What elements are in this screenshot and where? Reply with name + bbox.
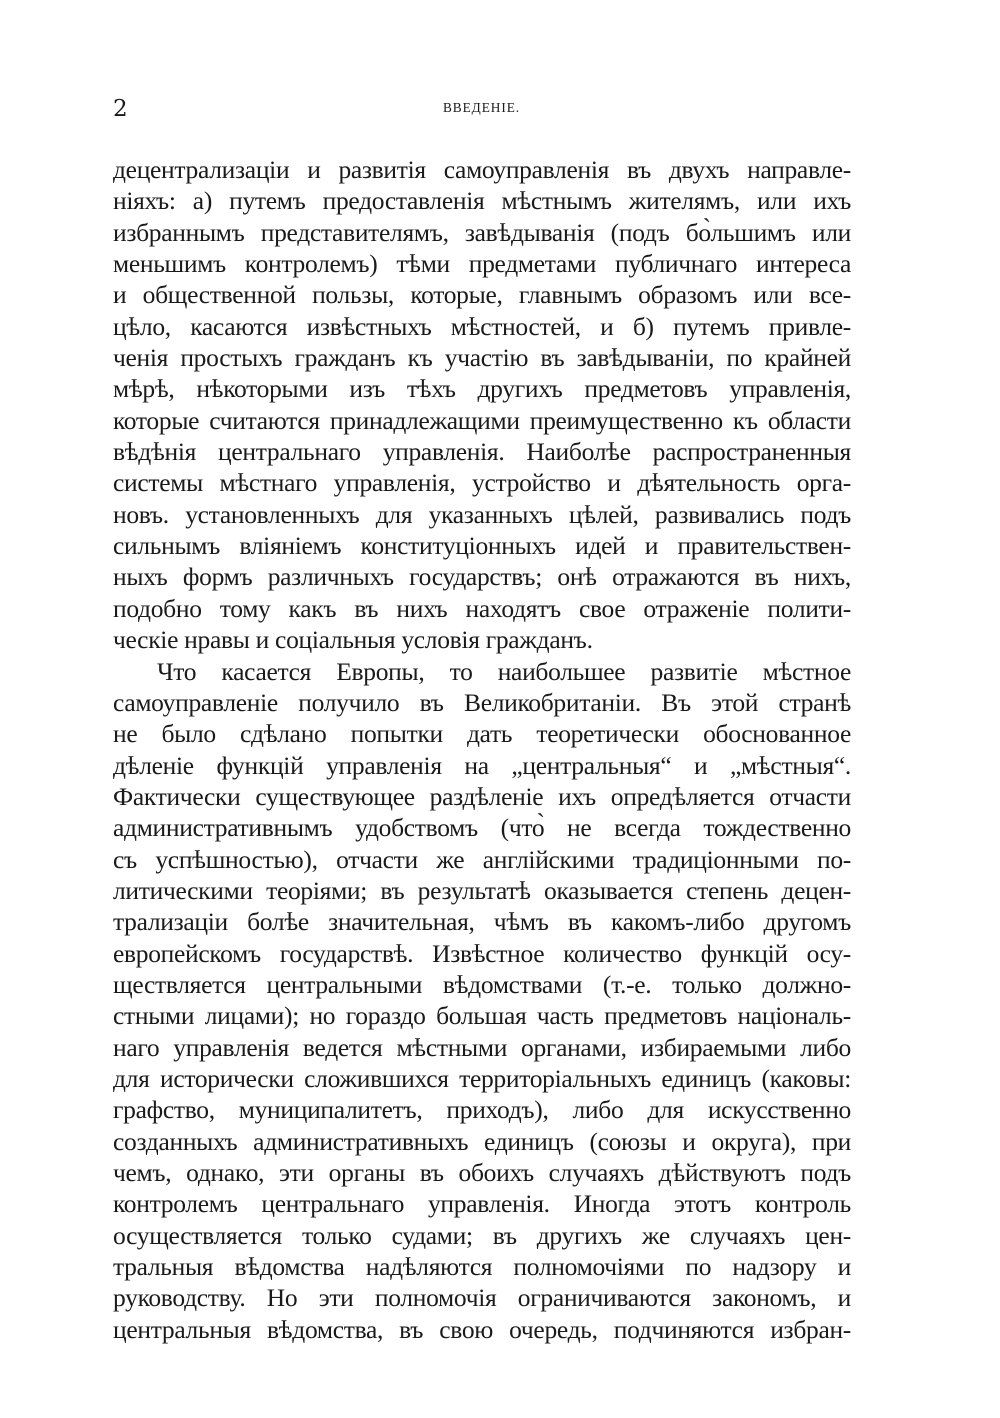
text-line: сильнымъ вліяніемъ конституціонныхъ идей и правительствен- bbox=[113, 531, 851, 561]
text-line: для исторически сложившихся территоріальныхъ единицъ (каковы: bbox=[113, 1063, 851, 1093]
text-line: графство, муниципалитетъ, приходъ), либо для искусственно bbox=[113, 1095, 851, 1125]
text-line: административнымъ удобствомъ (что̀ не всегда тождественно bbox=[113, 813, 851, 843]
text-line: наго управленія ведется мѣстными органами, избираемыми либо bbox=[113, 1032, 851, 1062]
text-line: центральныя вѣдомства, въ свою очередь, подчиняются избран- bbox=[113, 1314, 851, 1344]
text-line: новъ. установленныхъ для указанныхъ цѣлей, развивались подъ bbox=[113, 499, 851, 529]
text-line: стными лицами); но гораздо большая часть предметовъ національ- bbox=[113, 1001, 851, 1031]
text-line: избраннымъ представителямъ, завѣдыванія (подъ бо̀льшимъ или bbox=[113, 217, 851, 247]
text-line: не было сдѣлано попытки дать теоретически обоснованное bbox=[113, 719, 851, 749]
text-line: самоуправленіе получило въ Великобританіи. Въ этой странѣ bbox=[113, 687, 851, 717]
text-line: съ успѣшностью), отчасти же англійскими традиціонными по- bbox=[113, 844, 851, 874]
text-line: ныхъ формъ различныхъ государствъ; онѣ отражаются въ нихъ, bbox=[113, 562, 851, 592]
text-line: децентрализаціи и развитія самоуправленія въ двухъ направле- bbox=[113, 155, 851, 184]
running-title: ВВЕДЕНІЕ. bbox=[442, 101, 521, 116]
text-line: вѣдѣнія центральнаго управленія. Наиболѣе распространенныя bbox=[113, 437, 851, 467]
body-text bbox=[113, 154, 851, 1345]
text-line: осуществляется только судами; въ другихъ же случаяхъ цен- bbox=[113, 1220, 851, 1250]
text-line: чемъ, однако, эти органы въ обоихъ случаяхъ дѣйствуютъ подъ bbox=[113, 1158, 851, 1187]
text-line: и общественной пользы, которые, главнымъ образомъ или все- bbox=[113, 280, 851, 310]
text-line: ческіе нравы и соціальныя условія гражданъ. bbox=[113, 625, 593, 655]
text-line: цѣло, касаются извѣстныхъ мѣстностей, и б) путемъ привле- bbox=[113, 311, 851, 341]
text-line: ніяхъ: а) путемъ предоставленія мѣстнымъ жителямъ, или ихъ bbox=[113, 186, 851, 216]
text-line: контролемъ центральнаго управленія. Иногда этотъ контроль bbox=[113, 1189, 851, 1219]
text-line: европейскомъ государствѣ. Извѣстное количество функцій осу- bbox=[113, 938, 851, 968]
page-number: 2 bbox=[113, 96, 128, 122]
text-line: трализаціи болѣе значительная, чѣмъ въ какомъ-либо другомъ bbox=[113, 907, 851, 937]
running-head bbox=[113, 96, 850, 122]
text-line: которые считаются принадлежащими преимущественно къ области bbox=[113, 405, 851, 435]
text-line: руководству. Но эти полномочія ограничиваются закономъ, и bbox=[113, 1283, 851, 1313]
text-line: тральныя вѣдомства надѣляются полномочіями по надзору и bbox=[113, 1252, 851, 1282]
text-line: ществляется центральными вѣдомствами (т.-е. только должно- bbox=[113, 969, 851, 999]
text-line: ченія простыхъ гражданъ къ участію въ завѣдываніи, по крайней bbox=[113, 343, 851, 373]
paragraph-first-line: Что касается Европы, то наибольшее развитіе мѣстное bbox=[157, 656, 851, 686]
text-line: мѣрѣ, нѣкоторыми изъ тѣхъ другихъ предметовъ управленія, bbox=[113, 374, 851, 404]
text-line: подобно тому какъ въ нихъ находятъ свое отраженіе полити- bbox=[113, 593, 851, 623]
text-line: литическими теоріями; въ результатѣ оказывается степень децен- bbox=[113, 875, 851, 905]
text-line: меньшимъ контролемъ) тѣми предметами публичнаго интереса bbox=[113, 249, 851, 279]
text-line: системы мѣстнаго управленія, устройство и дѣятельность орга- bbox=[113, 468, 851, 498]
text-line: созданныхъ административныхъ единицъ (союзы и округа), при bbox=[113, 1126, 851, 1156]
text-line: Фактически существующее раздѣленіе ихъ опредѣляется отчасти bbox=[113, 781, 851, 811]
text-line: дѣленіе функцій управленія на „центральныя“ и „мѣстныя“. bbox=[113, 750, 851, 780]
